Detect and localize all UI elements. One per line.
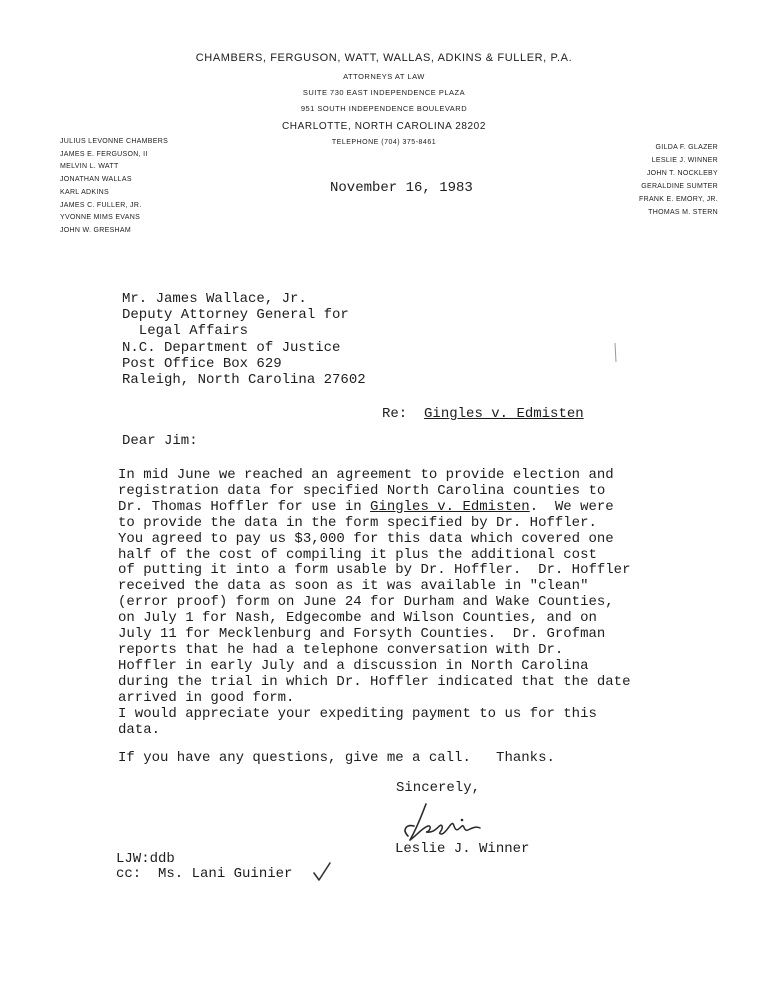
partner-name: FRANK E. EMORY, JR. bbox=[639, 196, 718, 203]
body-line: during the trial in which Dr. Hoffler indicated that the date bbox=[118, 673, 631, 690]
partner-name: JULIUS LEVONNE CHAMBERS bbox=[60, 138, 169, 145]
telephone: TELEPHONE (704) 375-8461 bbox=[331, 139, 437, 146]
body-line: of putting it into a form usable by Dr. Hoffler. Dr. Hoffler bbox=[118, 562, 631, 579]
partner-name: JOHN W. GRESHAM bbox=[60, 226, 132, 234]
checkmark-icon bbox=[312, 861, 332, 883]
body-line bbox=[118, 500, 678, 516]
cc-line: cc: Ms. Lani Guinier bbox=[116, 866, 293, 882]
partner-name: JAMES C. FULLER, JR. bbox=[60, 201, 142, 209]
body-line: July 11 for Mecklenburg and Forsyth Counties. Dr. Grofman bbox=[118, 626, 606, 643]
partner-name: THOMAS M. STERN bbox=[648, 209, 718, 216]
subject-case: Gingles v. Edmisten bbox=[424, 406, 584, 422]
partner-name: KARL ADKINS bbox=[60, 188, 109, 196]
body-line: In mid June we reached an agreement to provide election and bbox=[118, 467, 614, 483]
signature-image bbox=[396, 796, 506, 846]
margin-mark bbox=[612, 342, 618, 364]
body-line: data. bbox=[118, 721, 161, 738]
partner-name: YVONNE MIMS EVANS bbox=[60, 214, 141, 222]
body-paragraph-3: If you have any questions, give me a call. Thanks. bbox=[118, 750, 555, 766]
address-line-1: SUITE 730 EAST INDEPENDENCE PLAZA bbox=[302, 88, 466, 97]
recipient-line: Legal Affairs bbox=[122, 323, 249, 340]
body-line: half of the cost of compiling it plus the additional cost bbox=[118, 546, 597, 563]
partner-name: GILDA F. GLAZER bbox=[655, 144, 718, 151]
body-text: Dr. Thomas Hoffler for use in bbox=[118, 498, 371, 515]
body-line: reports that he had a telephone conversation with Dr. bbox=[118, 641, 564, 658]
recipient-line: Mr. James Wallace, Jr. bbox=[122, 291, 307, 307]
firm-subtitle: ATTORNEYS AT LAW bbox=[343, 72, 425, 81]
partners-right-list bbox=[639, 141, 718, 219]
partner-name: JAMES E. FERGUSON, II bbox=[60, 150, 148, 158]
body-line: to provide the data in the form specified by Dr. Hoffler. bbox=[118, 514, 597, 531]
body-line: arrived in good form. bbox=[118, 689, 295, 706]
partner-name: GERALDINE SUMTER bbox=[641, 183, 718, 190]
body-paragraph-1 bbox=[118, 468, 678, 707]
body-line: registration data for specified North Carolina counties to bbox=[118, 482, 606, 499]
letter-date: November 16, 1983 bbox=[330, 180, 473, 196]
body-line: on July 1 for Nash, Edgecombe and Wilson Counties, and on bbox=[118, 610, 597, 627]
salutation: Dear Jim: bbox=[122, 433, 198, 449]
partner-name: JOHN T. NOCKLEBY bbox=[646, 170, 718, 177]
body-paragraph-2 bbox=[118, 707, 597, 739]
recipient-line: Raleigh, North Carolina 27602 bbox=[122, 372, 366, 389]
body-text: . We were bbox=[529, 498, 614, 515]
body-line: Hoffler in early July and a discussion in North Carolina bbox=[118, 657, 589, 674]
partner-name: LESLIE J. WINNER bbox=[651, 157, 718, 164]
partner-name: JONATHAN WALLAS bbox=[60, 176, 132, 184]
firm-name: CHAMBERS, FERGUSON, WATT, WALLAS, ADKINS & FULLER, P.A. bbox=[195, 52, 573, 64]
partners-left-list bbox=[60, 136, 168, 238]
signer-name: Leslie J. Winner bbox=[395, 841, 530, 857]
case-name: Gingles v. Edmisten bbox=[370, 498, 530, 515]
subject-label: Re: bbox=[382, 406, 408, 422]
body-line: You agreed to pay us $3,000 for this data which covered one bbox=[118, 530, 614, 547]
recipient-line: N.C. Department of Justice bbox=[122, 339, 341, 356]
body-line: (error proof) form on June 24 for Durham and Wake Counties, bbox=[118, 594, 614, 611]
body-line: received the data as soon as it was available in "clean" bbox=[118, 578, 589, 595]
address-line-2: 951 SOUTH INDEPENDENCE BOULEVARD bbox=[300, 104, 468, 113]
address-city: CHARLOTTE, NORTH CAROLINA 28202 bbox=[281, 121, 487, 132]
typist-initials: LJW:ddb bbox=[116, 851, 175, 867]
recipient-line: Deputy Attorney General for bbox=[122, 307, 349, 324]
recipient-address bbox=[122, 291, 366, 388]
subject-line bbox=[382, 406, 584, 422]
body-line: I would appreciate your expediting payment to us for this bbox=[118, 706, 597, 722]
partner-name: MELVIN L. WATT bbox=[60, 163, 119, 171]
recipient-line: Post Office Box 629 bbox=[122, 355, 282, 372]
closing: Sincerely, bbox=[396, 780, 481, 796]
